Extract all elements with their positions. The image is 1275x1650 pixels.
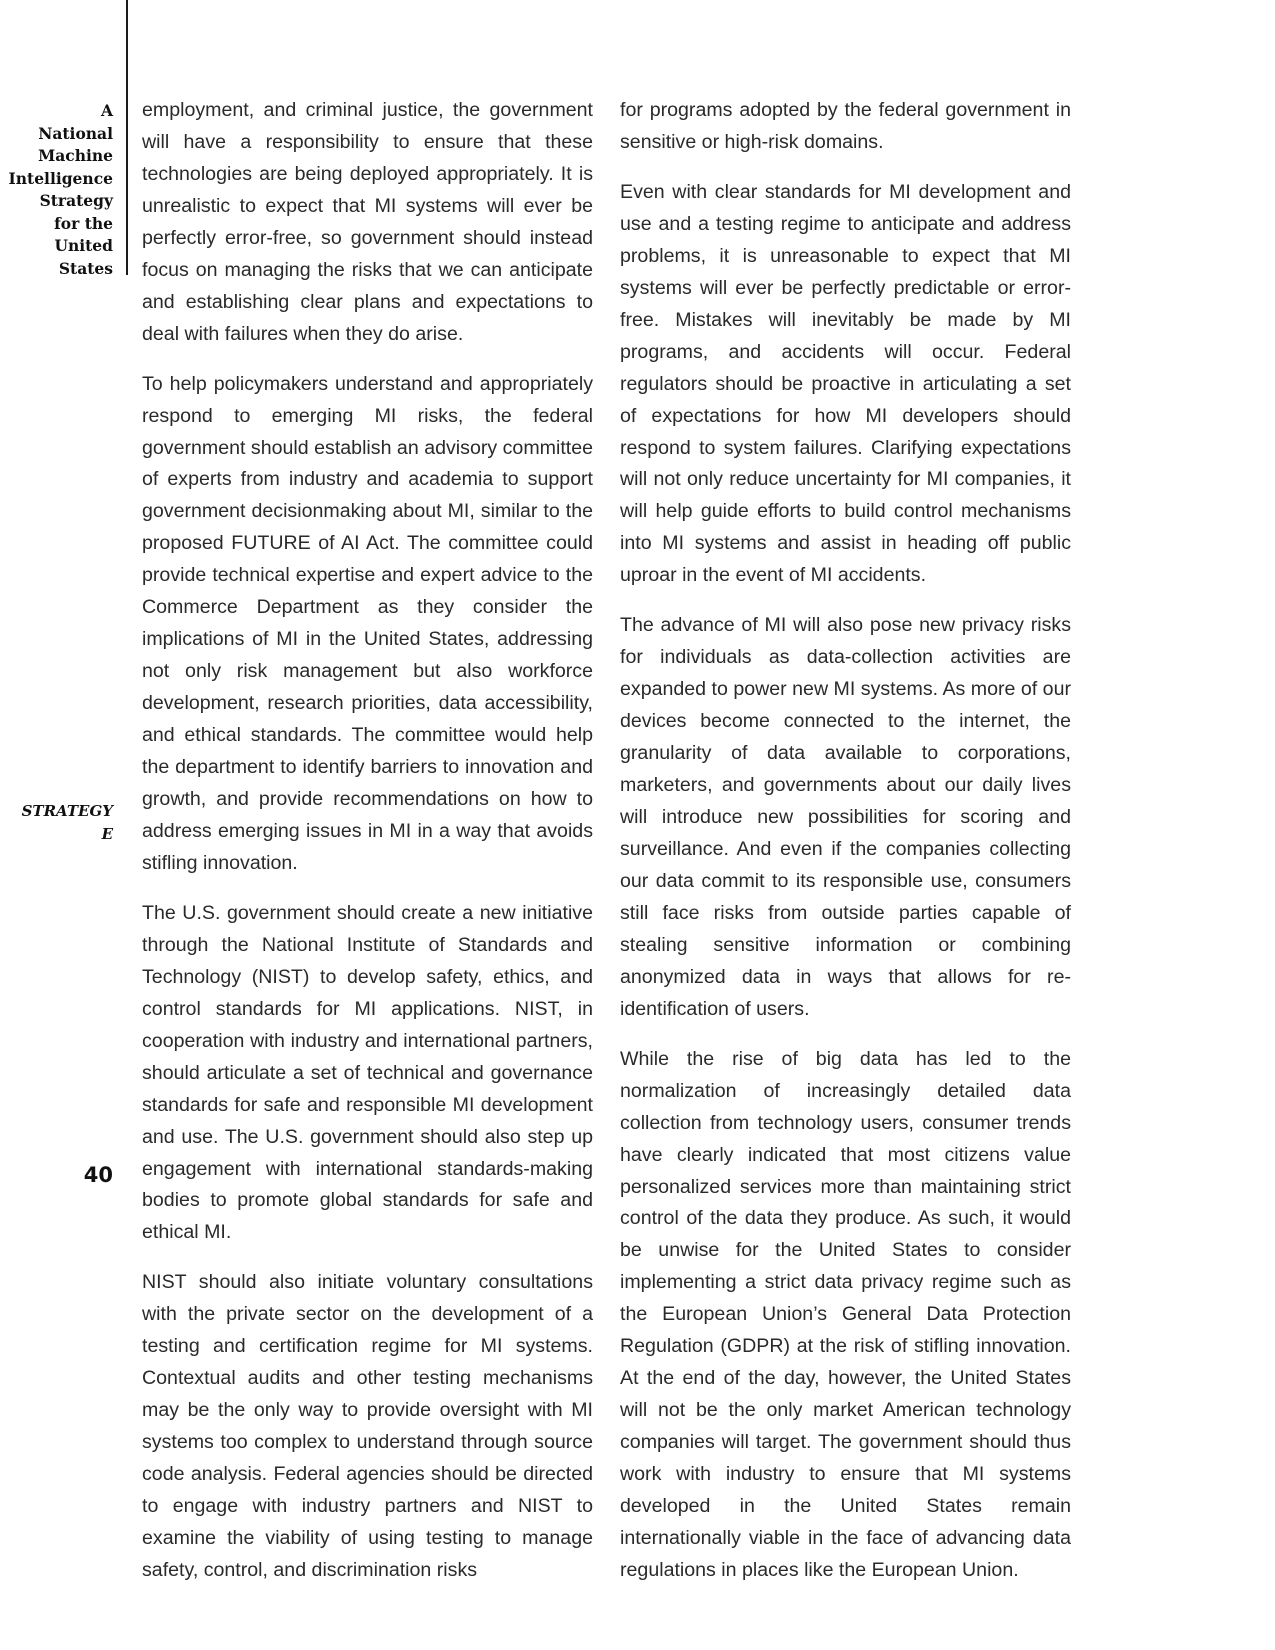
running-title-line: for the bbox=[54, 213, 113, 233]
running-title-line: A bbox=[100, 101, 113, 120]
paragraph: Even with clear standards for MI development and use and a testing regime to anticipate and address problems, it is unreasonable to expect that MI systems will ever be perfectly predictable or error-free. Mistakes will inevitably be made by MI programs, and accidents will occur. Federal regulators should be proactive in articulating a set of expectations for how MI developers should respond to system failures. Clarifying expectations will not only reduce uncertainty for MI companies, it will help guide efforts to build control mechanisms into MI systems and assist in heading off public uproar in the event of MI accidents. bbox=[620, 180, 1071, 587]
paragraph: for programs adopted by the federal government in sensitive or high-risk domains. bbox=[620, 99, 1071, 153]
paragraph: To help policymakers understand and appropriately respond to emerging MI risks, the federal government should establish an advisory committee of experts from industry and academia to support government decisionmaking about MI, similar to the proposed FUTURE of AI Act. The committee could provide technical expertise and expert advice to the Commerce Department as they consider the implications of MI in the United States, addressing not only risk management but also workforce development, research priorities, data accessibility, and ethical standards. The committee would help the department to identify barriers to innovation and growth, and provide recommendations on how to address emerging issues in MI in a way that avoids stifling innovation. bbox=[142, 372, 593, 874]
running-title bbox=[0, 100, 113, 280]
section-label-line: STRATEGY bbox=[21, 802, 113, 820]
running-title-line: Machine bbox=[38, 146, 113, 165]
page-number: 40 bbox=[83, 1163, 113, 1187]
right-column bbox=[620, 95, 1071, 1605]
running-title-line: States bbox=[58, 258, 113, 278]
section-label bbox=[0, 800, 113, 845]
section-label-line: E bbox=[101, 824, 113, 843]
paragraph: While the rise of big data has led to the normalization of increasingly detailed data collection from technology users, consumer trends have clearly indicated that most citizens value personalized services more than maintaining strict control of the data they produce. As such, it would be unwise for the United States to consider implementing a strict data privacy regime such as the European Union’s General Data Protection Regulation (GDPR) at the risk of stifling innovation. At the end of the day, however, the United States will not be the only market American technology companies will target. The government should thus work with industry to ensure that MI systems developed in the United States remain internationally viable in the face of advancing data regulations in places like the European Union. bbox=[620, 1047, 1071, 1581]
paragraph: NIST should also initiate voluntary consultations with the private sector on the development of a testing and certification regime for MI systems. Contextual audits and other testing mechanisms may be the only way to provide oversight with MI systems too complex to understand through source code analysis. Federal agencies should be directed to engage with industry partners and NIST to examine the viability of using testing to manage safety, control, and discrimination risks bbox=[142, 1271, 593, 1581]
paragraph: employment, and criminal justice, the government will have a responsibility to ensure that these technologies are being deployed appropriately. It is unrealistic to expect that MI systems will ever be perfectly error-free, so government should instead focus on managing the risks that we can anticipate and establishing clear plans and expectations to deal with failures when they do arise. bbox=[142, 99, 593, 345]
paragraph: The advance of MI will also pose new privacy risks for individuals as data-collection activities are expanded to power new MI systems. As more of our devices become connected to the internet, the granularity of data available to corporations, marketers, and governments about our daily lives will introduce new possibilities for scoring and surveillance. And even if the companies collecting our data commit to its responsible use, consumers still face risks from outside parties capable of stealing sensitive information or combining anonymized data in ways that allows for re-identification of users. bbox=[620, 614, 1071, 1020]
left-column bbox=[142, 95, 593, 1605]
running-title-line: United bbox=[54, 236, 113, 255]
paragraph: The U.S. government should create a new initiative through the National Institute of Standards and Technology (NIST) to develop safety, ethics, and control standards for MI applications. NIST, in cooperation with industry and international partners, should articulate a set of technical and governance standards for safe and responsible MI development and use. The U.S. government should also step up engagement with international standards-making bodies to promote global standards for safe and ethical MI. bbox=[142, 901, 593, 1244]
running-title-line: National bbox=[38, 123, 113, 143]
running-title-line: Strategy bbox=[39, 191, 113, 210]
sidebar-divider bbox=[126, 0, 128, 275]
running-title-line: Intelligence bbox=[8, 168, 113, 188]
